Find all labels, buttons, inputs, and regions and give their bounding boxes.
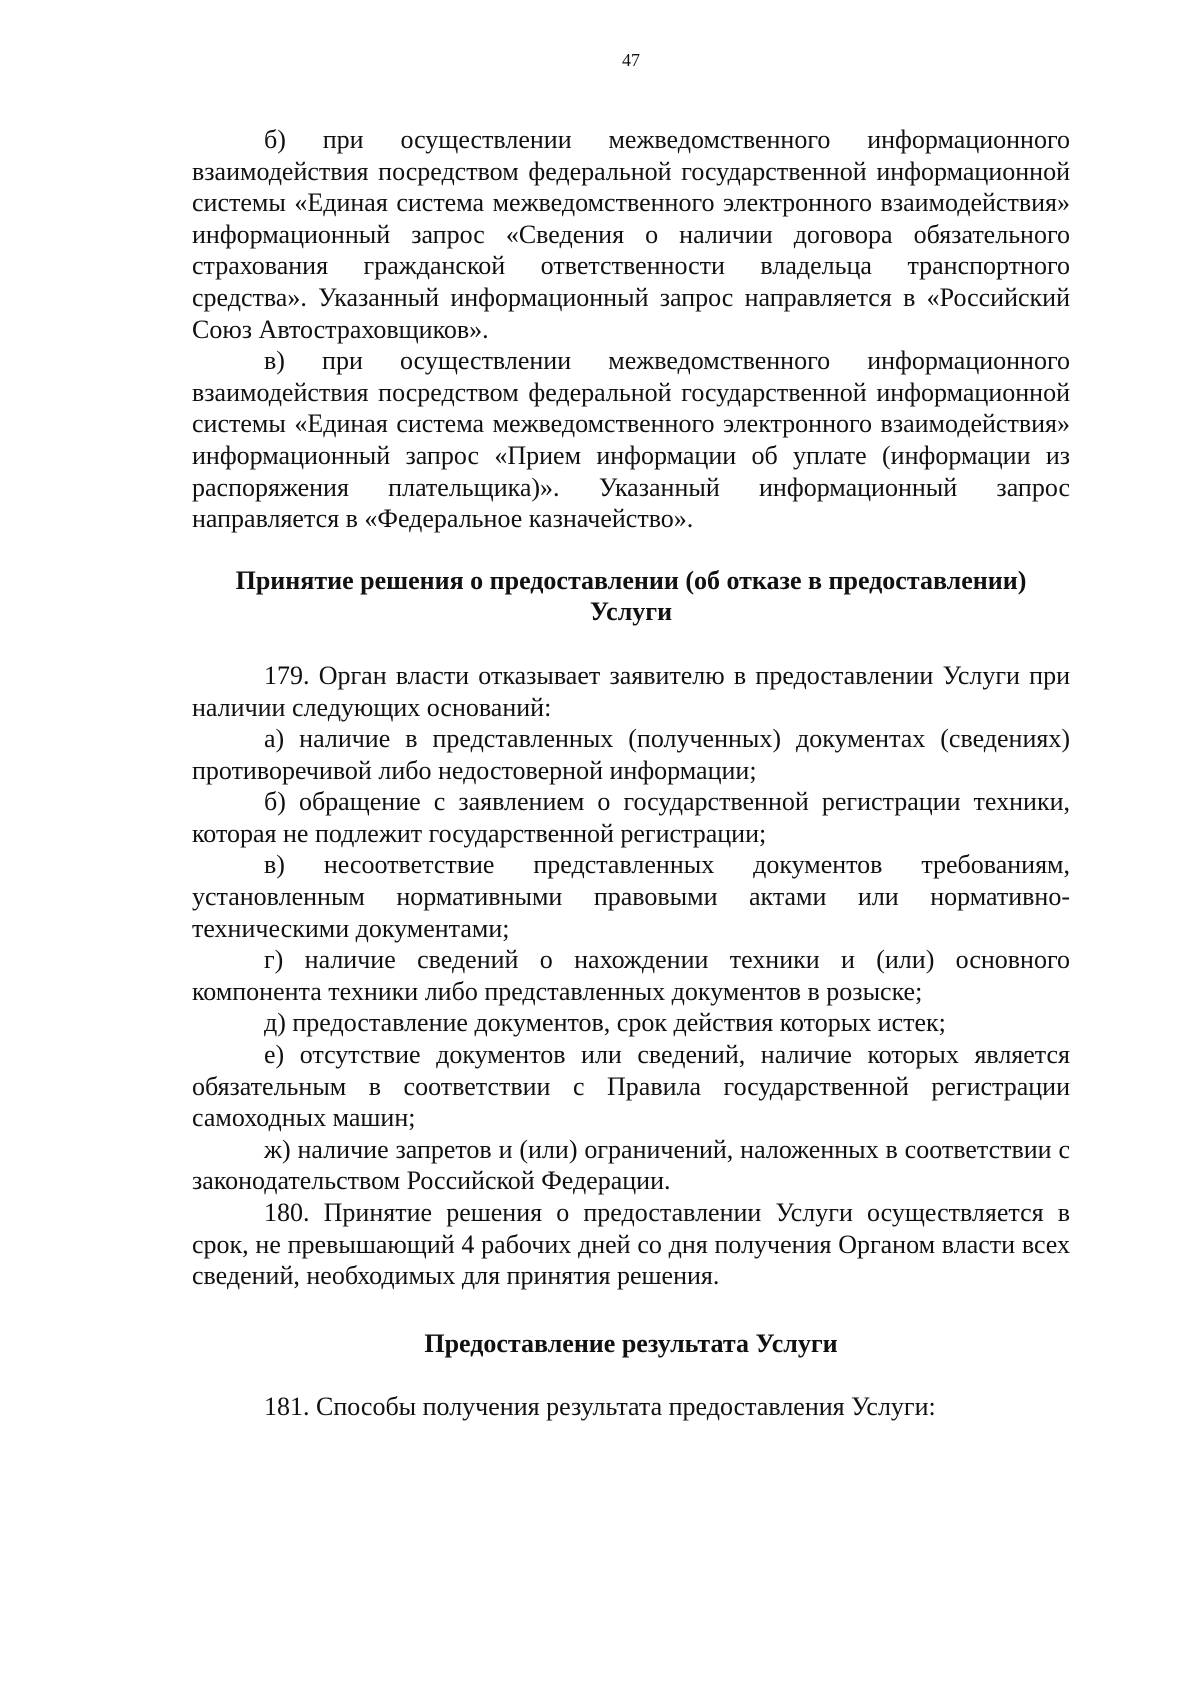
spacer (192, 628, 1070, 660)
list-item-zh: ж) наличие запретов и (или) ограничений, наложенных в соответствии с законодательством Российской Федерации. (192, 1134, 1070, 1196)
paragraph-181: 181. Способы получения результата предоставления Услуги: (264, 1392, 936, 1422)
list-item-a: а) наличие в представленных (полученных) документах (сведениях) противоречивой либо недостоверной информации; (192, 724, 1070, 785)
spacer (192, 535, 1070, 565)
paragraph-v-smev-payment: в) при осуществлении межведомственного информационного взаимодействия посредством федеральной государственной информационной системы «Единая система межведомственного электронного взаимодействия» информационный запрос «Прием информации об уплате (информации из распоряжения плательщика)». Указанный информационный запрос направляется в «Федеральное казначейство». (192, 346, 1070, 534)
list-item-e: е) отсутствие документов или сведений, наличие которых является обязательным в соответствии с Правила государственной регистрации самоходных машин; (192, 1040, 1070, 1133)
spacer (192, 1359, 1070, 1391)
list-item-b: б) обращение с заявлением о государственной регистрации техники, которая не подлежит государственной регистрации; (192, 787, 1070, 848)
spacer (192, 1292, 1070, 1328)
list-item-d: д) предоставление документов, срок действия которых истек; (264, 1008, 946, 1038)
document-body (192, 124, 1070, 1423)
list-item-v: в) несоответствие представленных документов требованиям, установленным нормативными правовыми актами или нормативно-техническими документами; (192, 850, 1070, 943)
page-number: 47 (622, 50, 640, 70)
paragraph-180: 180. Принятие решения о предоставлении Услуги осуществляется в срок, не превышающий 4 рабочих дней со дня получения Органом власти всех сведений, необходимых для принятия решения. (192, 1198, 1070, 1291)
list-item-g: г) наличие сведений о нахождении техники и (или) основного компонента техники либо представленных документов в розыске; (192, 945, 1070, 1006)
paragraph-b-smev-osago: б) при осуществлении межведомственного информационного взаимодействия посредством федеральной государственной информационной системы «Единая система межведомственного электронного взаимодействия» информационный запрос «Сведения о наличии договора обязательного страхования гражданской ответственности владельца транспортного средства». Указанный информационный запрос направляется в «Российский Союз Автостраховщиков». (192, 125, 1070, 344)
paragraph-179: 179. Орган власти отказывает заявителю в предоставлении Услуги при наличии следующих оснований: (192, 660, 1070, 722)
section-heading-result: Предоставление результата Услуги (424, 1328, 838, 1358)
section-heading-decision: Принятие решения о предоставлении (об отказе в предоставлении) Услуги (235, 565, 1027, 627)
